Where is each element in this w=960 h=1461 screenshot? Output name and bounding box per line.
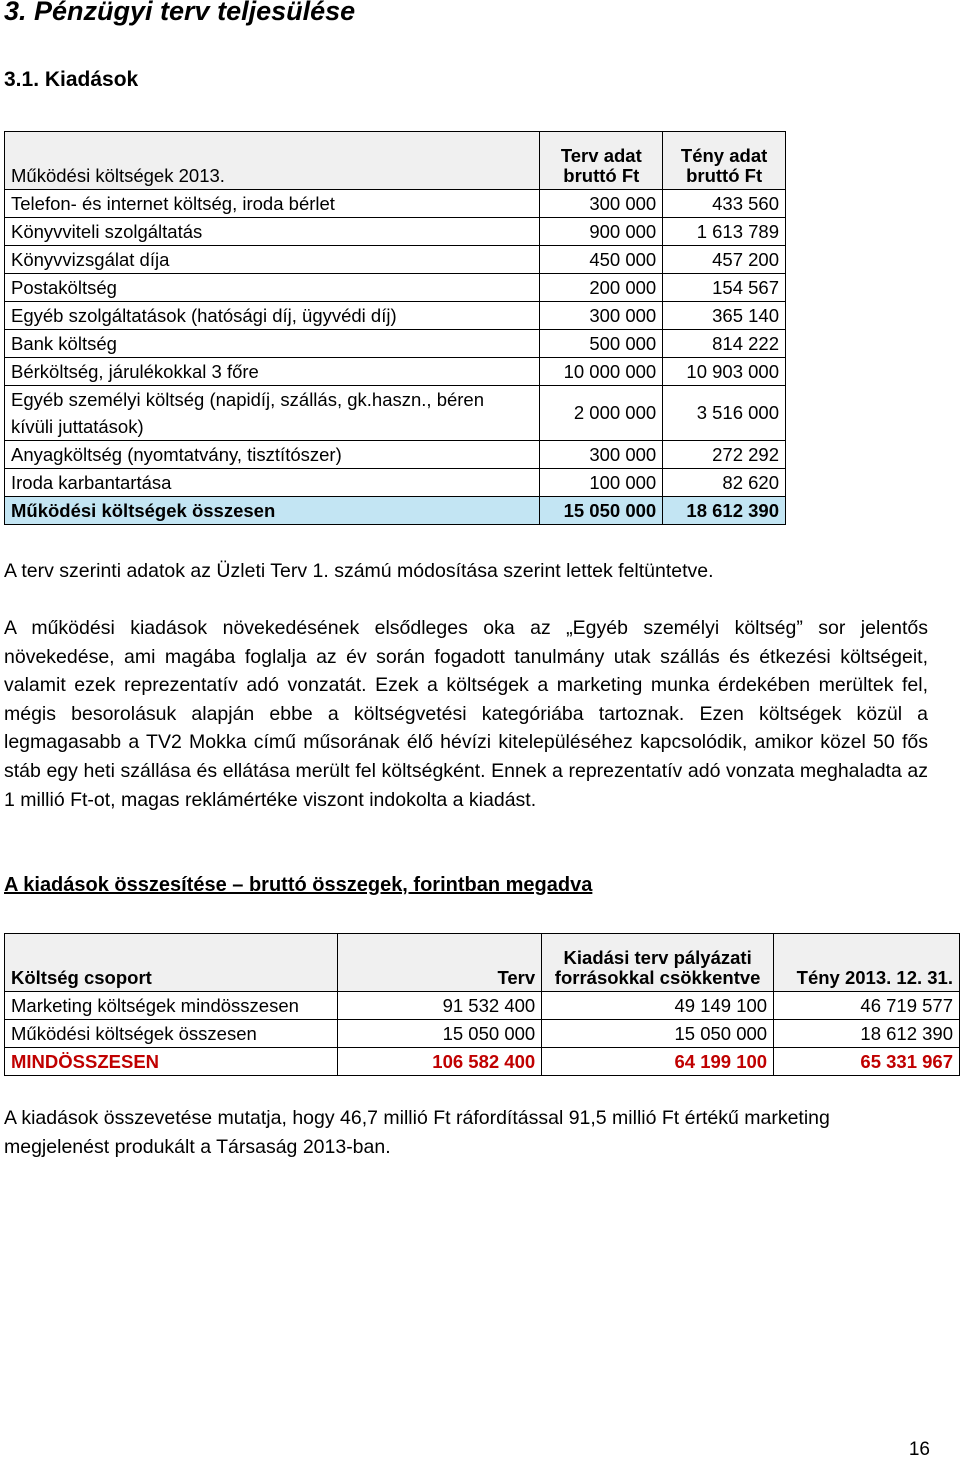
row-label: Postaköltség [5,274,540,302]
header-plan: Terv [337,934,541,992]
total-plan: 15 050 000 [540,497,663,525]
total-row [5,497,786,525]
total-actual: 18 612 390 [663,497,786,525]
table-row [5,246,786,274]
row-actual: 18 612 390 [774,1020,960,1048]
table-row [5,302,786,330]
row-label: Könyvviteli szolgáltatás [5,218,540,246]
header-reduced: Kiadási terv pályázati forrásokkal csökkentve [542,934,774,992]
row-plan: 300 000 [540,190,663,218]
grand-total-label: MINDÖSSZESEN [5,1048,338,1076]
row-actual: 433 560 [663,190,786,218]
table-row [5,330,786,358]
grand-total-actual: 65 331 967 [774,1048,960,1076]
row-plan: 300 000 [540,441,663,469]
row-label: Bérköltség, járulékokkal 3 főre [5,358,540,386]
row-plan: 500 000 [540,330,663,358]
row-actual: 154 567 [663,274,786,302]
row-label: Egyéb személyi költség (napidíj, szállás, gk.haszn., béren kívüli juttatások) [5,386,540,441]
row-actual: 272 292 [663,441,786,469]
row-plan: 900 000 [540,218,663,246]
table-row [5,358,786,386]
total-label: Működési költségek összesen [5,497,540,525]
row-reduced: 49 149 100 [542,992,774,1020]
row-label: Bank költség [5,330,540,358]
header-plan: Terv adat bruttó Ft [540,132,663,190]
row-plan: 10 000 000 [540,358,663,386]
row-reduced: 15 050 000 [542,1020,774,1048]
header-group: Költség csoport [5,934,338,992]
table-row [5,274,786,302]
table-row [5,386,786,441]
row-label: Anyagköltség (nyomtatvány, tisztítószer) [5,441,540,469]
row-label: Könyvvizsgálat díja [5,246,540,274]
row-actual: 365 140 [663,302,786,330]
row-actual: 82 620 [663,469,786,497]
table-row [5,469,786,497]
row-actual: 1 613 789 [663,218,786,246]
row-plan: 300 000 [540,302,663,330]
explanation-paragraph: A működési kiadások növekedésének elsődleges oka az „Egyéb személyi költség” sor jelentős növekedése, ami magába foglalja az év során fogadott tanulmány utak szállás és étkezési költségeit, valamit ezek reprezentatív adó vonzatát. Ezek a költségek a marketing munka érdekében merültek fel, mégis besorolásuk alapján ebbe a költségvetési kategóriába tartoznak. Ezen költségek közül a legmagasabb a TV2 Mokka című műsorának élő hévízi kitelepüléséhez kapcsolódik, amikor közel 50 fős stáb egy heti szállása és ellátása merült fel költségként. Ennek a reprezentatív adó vonzata meghaladta az 1 millió Ft-ot, magas reklámértéke viszont indokolta a kiadást. [4,617,928,811]
conclusion-paragraph: A kiadások összevetése mutatja, hogy 46,7 millió Ft ráfordítással 91,5 millió Ft értékű marketing megjelenést produkált a Társaság 2013-ban. [4,1107,830,1158]
row-plan: 15 050 000 [337,1020,541,1048]
row-group: Működési költségek összesen [5,1020,338,1048]
row-plan: 100 000 [540,469,663,497]
summary-heading: A kiadások összesítése – bruttó összegek, forintban megadva [4,874,593,896]
row-actual: 46 719 577 [774,992,960,1020]
row-plan: 91 532 400 [337,992,541,1020]
page-number: 16 [908,1439,930,1460]
table-row [5,992,960,1020]
header-actual: Tény adat bruttó Ft [663,132,786,190]
row-actual: 457 200 [663,246,786,274]
table-row [5,218,786,246]
header-label: Működési költségek 2013. [5,132,540,190]
row-plan: 450 000 [540,246,663,274]
row-label: Telefon- és internet költség, iroda bérlet [5,190,540,218]
operating-costs-table [4,131,786,525]
section-title: 3. Pénzügyi terv teljesülése [4,0,356,26]
header-actual: Tény 2013. 12. 31. [774,934,960,992]
row-plan: 2 000 000 [540,386,663,441]
row-label: Iroda karbantartása [5,469,540,497]
grand-total-row [5,1048,960,1076]
row-group: Marketing költségek mindösszesen [5,992,338,1020]
row-actual: 814 222 [663,330,786,358]
table-row [5,190,786,218]
subsection-title: 3.1. Kiadások [4,68,139,91]
row-actual: 3 516 000 [663,386,786,441]
grand-total-reduced: 64 199 100 [542,1048,774,1076]
table-row [5,441,786,469]
grand-total-plan: 106 582 400 [337,1048,541,1076]
row-actual: 10 903 000 [663,358,786,386]
table-header-row [5,132,786,190]
summary-table [4,933,960,1076]
row-plan: 200 000 [540,274,663,302]
note-paragraph: A terv szerinti adatok az Üzleti Terv 1. számú módosítása szerint lettek feltüntetve. [4,560,714,582]
row-label: Egyéb szolgáltatások (hatósági díj, ügyvédi díj) [5,302,540,330]
table-row [5,1020,960,1048]
table-header-row [5,934,960,992]
